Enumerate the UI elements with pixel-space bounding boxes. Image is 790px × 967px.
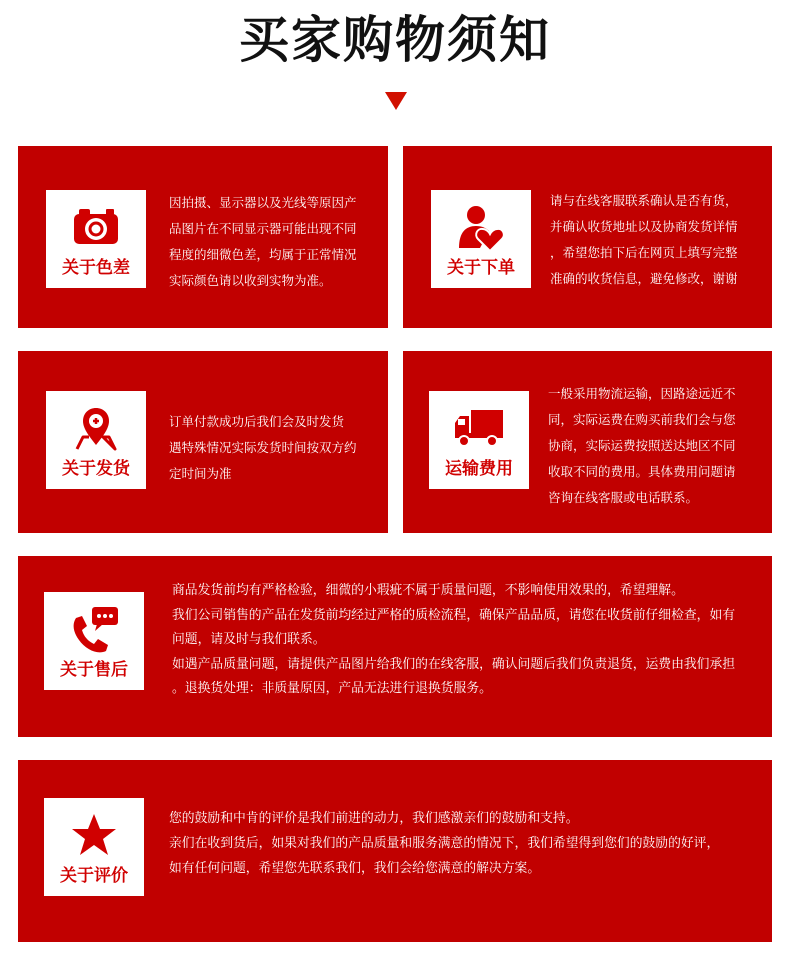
desc-line: 商品发货前均有严格检验，细微的小瑕疵不属于质量问题，不影响使用效果的，希望理解。 [172,583,684,598]
desc-line: 我们公司销售的产品在发货前均经过严格的质检流程，确保产品品质，请您在收货前仔细检查，如有 [172,607,736,623]
desc-line: 问题，请及时与我们联系。 [172,632,326,647]
desc-line: 协商，实际运费按照送达地区不同 [548,438,736,453]
desc-line: 咨询在线客服或电话联系。 [548,490,699,505]
desc-line: 如有任何问题，希望您先联系我们，我们会给您满意的解决方案。 [169,861,541,876]
desc-line: 并确认收货地址以及协商发货详情 [550,219,738,234]
desc-line: 因拍摄、显示器以及光线等原因产 [169,195,357,210]
section-description [169,190,381,294]
user-heart-icon [431,204,531,254]
desc-line: 实际颜色请以收到实物为准。 [169,273,332,288]
section-description [169,409,381,487]
desc-line: ，希望您拍下后在网页上填写完整 [550,245,738,260]
badge-color-difference [46,190,146,288]
badge-ordering [431,190,531,288]
section-label: 关于发货 [62,459,130,479]
desc-line: 亲们在收到货后，如果对我们的产品质量和服务满意的情况下，我们希望得到您们的鼓励的好评， [169,836,720,851]
page-title: 买家购物须知 [239,10,551,69]
down-arrow-icon [385,92,407,110]
location-pin-icon [46,405,146,455]
truck-icon [429,405,529,455]
badge-after-sales [44,592,144,690]
section-description [172,579,767,702]
section-description [169,806,767,881]
desc-line: 一般采用物流运输，因路途远近不 [548,386,736,401]
section-label: 运输费用 [445,459,513,479]
phone-chat-icon [44,606,144,656]
badge-shipping [46,391,146,489]
desc-line: 程度的细微色差，均属于正常情况 [169,247,357,262]
section-label: 关于售后 [60,660,128,680]
section-description [550,188,765,292]
panel-freight [403,351,772,533]
desc-line: 定时间为准 [169,466,232,481]
badge-freight [429,391,529,489]
desc-line: 如遇产品质量问题，请提供产品图片给我们的在线客服，确认问题后我们负责退货，运费由我们承担 [172,656,736,672]
panel-shipping [18,351,388,533]
panel-ordering [403,146,772,328]
section-label: 关于下单 [447,258,515,278]
panel-review [18,760,772,942]
desc-line: 品图片在不同显示器可能出现不同 [169,221,357,236]
desc-line: 您的鼓励和中肯的评价是我们前进的动力，我们感激亲们的鼓励和支持。 [169,811,579,826]
desc-line: 遇特殊情况实际发货时间按双方约 [169,440,357,455]
desc-line: 准确的收货信息，避免修改，谢谢 [550,271,738,286]
section-label: 关于色差 [62,258,130,278]
desc-line: 。退换货处理：非质量原因，产品无法进行退换货服务。 [172,681,492,696]
section-label: 关于评价 [60,866,128,886]
section-description [548,381,766,511]
panel-after-sales [18,556,772,737]
desc-line: 请与在线客服联系确认是否有货， [550,193,738,208]
desc-line: 订单付款成功后我们会及时发货 [169,414,345,429]
desc-line: 收取不同的费用。具体费用问题请 [548,464,736,479]
panel-color-difference [18,146,388,328]
star-icon [44,812,144,862]
camera-icon [46,204,146,254]
desc-line: 同，实际运费在购买前我们会与您 [548,412,736,427]
badge-review [44,798,144,896]
